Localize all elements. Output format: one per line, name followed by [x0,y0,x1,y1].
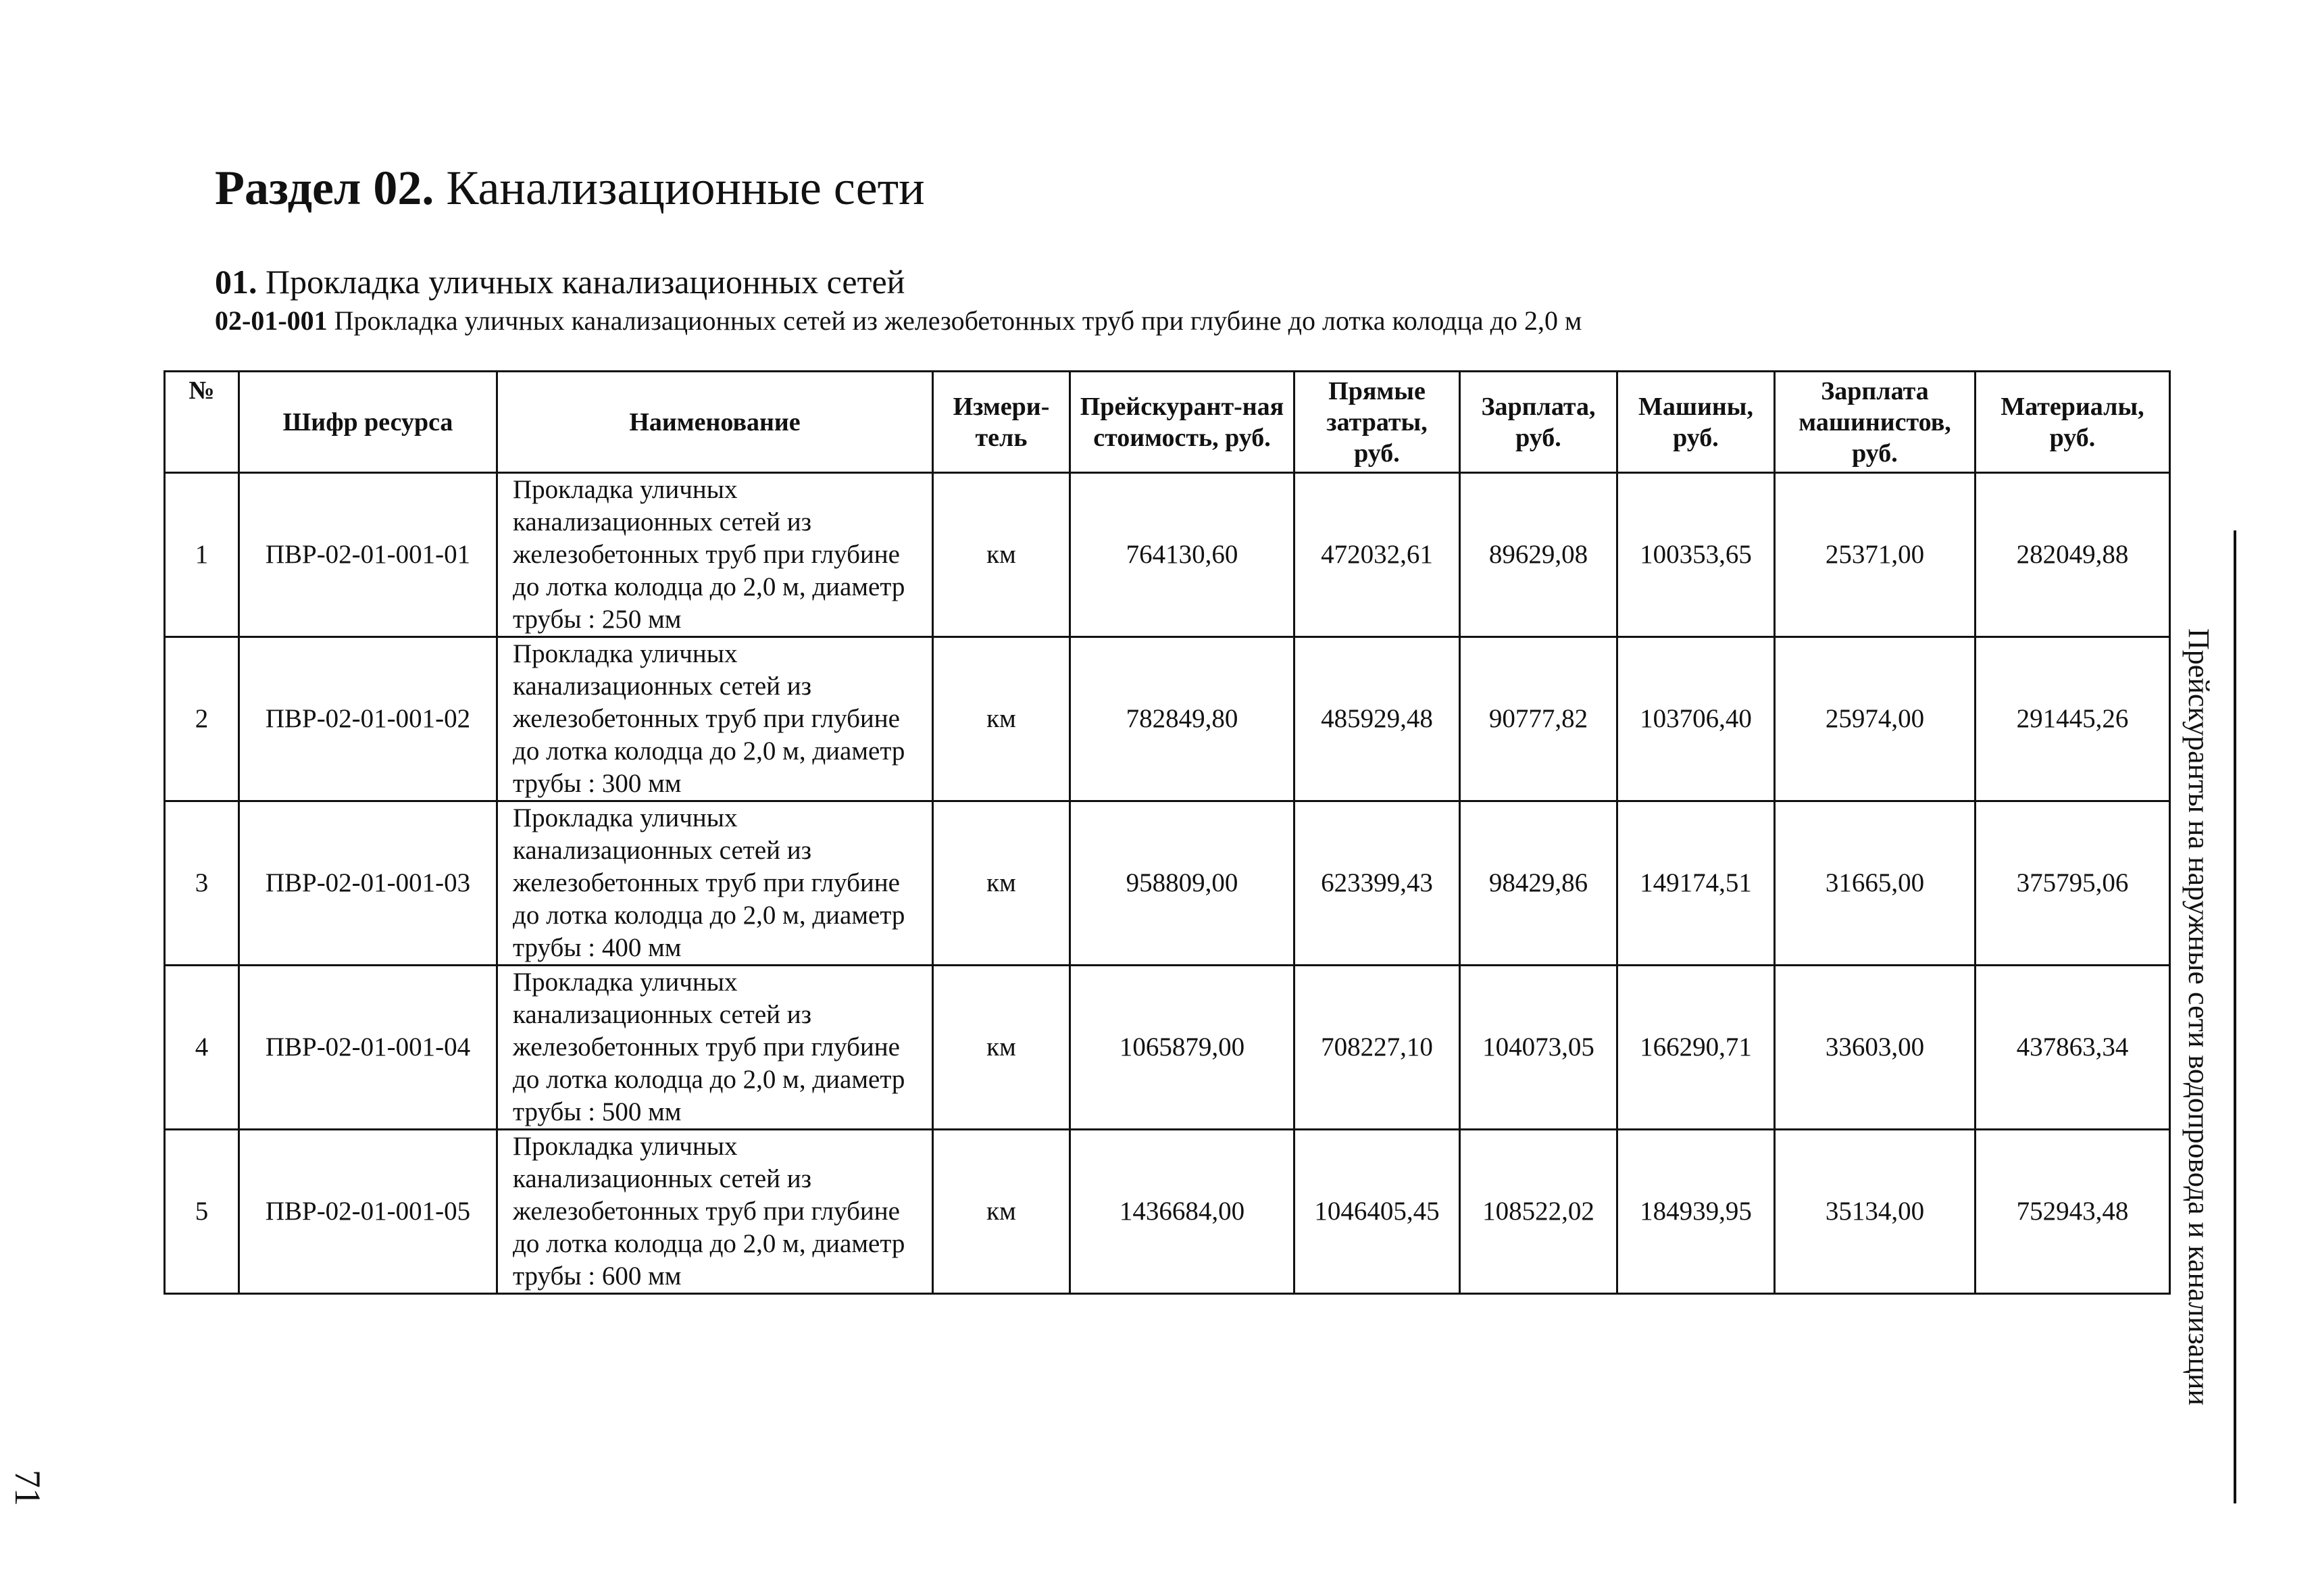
row-num: 4 [165,966,239,1130]
row-operator-salary: 31665,00 [1775,801,1976,966]
header-salary: Зарплата, руб. [1460,372,1617,473]
row-name: Прокладка уличных канализационных сетей из железобетонных труб при глубине до лотка колодца до 2,0 м, диаметр трубы : 400 мм [497,801,933,966]
row-num: 3 [165,801,239,966]
table-row [165,473,2170,637]
row-direct-costs: 623399,43 [1294,801,1460,966]
row-materials: 437863,34 [1976,966,2170,1130]
row-price: 958809,00 [1070,801,1294,966]
row-direct-costs: 1046405,45 [1294,1130,1460,1294]
table-caption [215,307,1582,334]
row-code: ПВР-02-01-001-03 [239,801,497,966]
row-salary: 89629,08 [1460,473,1617,637]
row-salary: 98429,86 [1460,801,1617,966]
row-direct-costs: 485929,48 [1294,637,1460,801]
row-unit: км [933,966,1070,1130]
table-row [165,637,2170,801]
table-row [165,1130,2170,1294]
row-operator-salary: 25371,00 [1775,473,1976,637]
header-code: Шифр ресурса [239,372,497,473]
row-unit: км [933,1130,1070,1294]
header-name: Наименование [497,372,933,473]
side-running-title: Прейскуранты на наружные сети водопровода и канализации [2182,628,2215,1405]
row-machines: 184939,95 [1617,1130,1775,1294]
header-num: № [165,372,239,473]
row-unit: км [933,637,1070,801]
row-machines: 100353,65 [1617,473,1775,637]
header-operator-salary: Зарплата машинистов, руб. [1775,372,1976,473]
row-num: 1 [165,473,239,637]
row-direct-costs: 708227,10 [1294,966,1460,1130]
row-materials: 282049,88 [1976,473,2170,637]
row-name: Прокладка уличных канализационных сетей из железобетонных труб при глубине до лотка колодца до 2,0 м, диаметр трубы : 300 мм [497,637,933,801]
row-direct-costs: 472032,61 [1294,473,1460,637]
page-number: 71 [7,1470,48,1506]
header-direct-costs: Прямые затраты, руб. [1294,372,1460,473]
row-code: ПВР-02-01-001-05 [239,1130,497,1294]
row-price: 764130,60 [1070,473,1294,637]
row-price: 1065879,00 [1070,966,1294,1130]
section-code: Раздел 02. [215,161,434,215]
row-unit: км [933,801,1070,966]
row-machines: 103706,40 [1617,637,1775,801]
table-row [165,801,2170,966]
row-name: Прокладка уличных канализационных сетей из железобетонных труб при глубине до лотка колодца до 2,0 м, диаметр трубы : 600 мм [497,1130,933,1294]
subsection-code: 01. [215,263,257,301]
section-name: Канализационные сети [446,161,925,215]
row-salary: 90777,82 [1460,637,1617,801]
header-price: Прейскурант-ная стоимость, руб. [1070,372,1294,473]
row-name: Прокладка уличных канализационных сетей из железобетонных труб при глубине до лотка колодца до 2,0 м, диаметр трубы : 500 мм [497,966,933,1130]
table-caption-text: Прокладка уличных канализационных сетей из железобетонных труб при глубине до лотка колодца до 2,0 м [334,305,1582,336]
row-unit: км [933,473,1070,637]
row-materials: 291445,26 [1976,637,2170,801]
side-rule [2234,530,2236,1503]
header-materials: Материалы, руб. [1976,372,2170,473]
subsection-name: Прокладка уличных канализационных сетей [266,263,905,301]
row-code: ПВР-02-01-001-01 [239,473,497,637]
price-table [164,370,2171,1295]
table-header-row [165,372,2170,473]
row-salary: 104073,05 [1460,966,1617,1130]
row-materials: 752943,48 [1976,1130,2170,1294]
row-name: Прокладка уличных канализационных сетей из железобетонных труб при глубине до лотка колодца до 2,0 м, диаметр трубы : 250 мм [497,473,933,637]
row-machines: 166290,71 [1617,966,1775,1130]
row-num: 5 [165,1130,239,1294]
row-code: ПВР-02-01-001-04 [239,966,497,1130]
row-num: 2 [165,637,239,801]
row-operator-salary: 33603,00 [1775,966,1976,1130]
row-operator-salary: 25974,00 [1775,637,1976,801]
row-machines: 149174,51 [1617,801,1775,966]
row-price: 782849,80 [1070,637,1294,801]
table-caption-code: 02-01-001 [215,305,328,336]
header-unit: Измери-тель [933,372,1070,473]
row-operator-salary: 35134,00 [1775,1130,1976,1294]
section-title [215,161,925,215]
subsection-title [215,265,905,299]
row-code: ПВР-02-01-001-02 [239,637,497,801]
row-materials: 375795,06 [1976,801,2170,966]
row-price: 1436684,00 [1070,1130,1294,1294]
table-row [165,966,2170,1130]
row-salary: 108522,02 [1460,1130,1617,1294]
header-machines: Машины, руб. [1617,372,1775,473]
